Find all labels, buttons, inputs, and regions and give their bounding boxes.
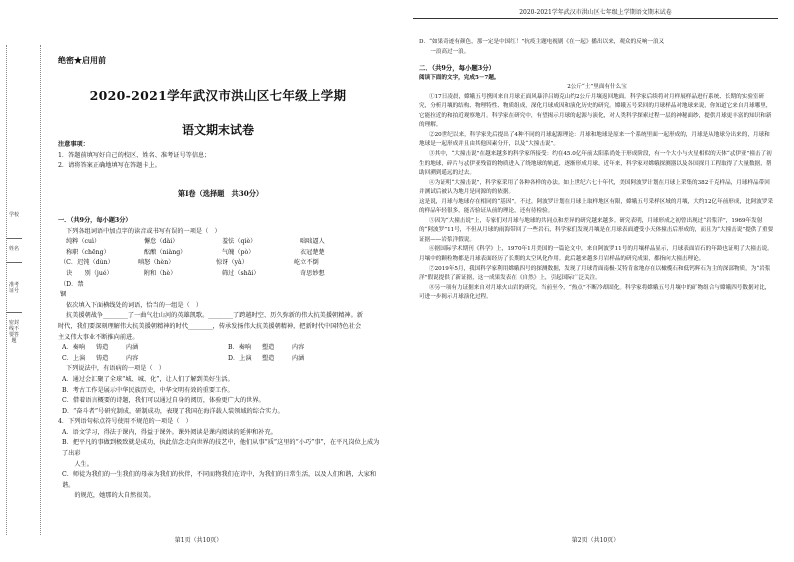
q1-b-word: 称职（chēng） xyxy=(66,248,110,256)
q1-c-word: 屹立不倒 xyxy=(294,259,319,267)
section-one xyxy=(58,216,383,502)
article-paragraph: ⑤因为“大撞击说”上，专家们对月球与地球的共同点和差异的研究越来越多。研究表明，月球形成之初曾出现过“岩浆洋”，1969年发射的“阿波罗”11号，不但从月球的雨海带回了一些岩石，科学家们发现月壤是在月球表面遭受小天体撞击后形成的，而且为“大撞击说”提供了重要证据——岩浆洋假说。 xyxy=(419,217,774,243)
q1-b-word: 气魄（pò） xyxy=(222,248,255,256)
binding-gutter xyxy=(0,0,46,562)
q1-option-extra xyxy=(58,269,383,280)
q3-option-d: D．“奋斗者”号研究制成，研制成功，表现了我国在海洋载人装领域的综合实力。 xyxy=(62,407,284,415)
q2-option-a-w3: 内涵 xyxy=(126,344,139,352)
q4-stem: 4．下列语句标点符号使用不规范的一项是（ ） xyxy=(58,418,192,426)
q1-d-word: 奇思妙想 xyxy=(300,269,325,277)
q4-option-b: B．把平凡的事做到极致就是成功，执此信念走向世界的技艺中，他们从事“质”这里的“小巧”事”，在平凡岗位上成为了出彩 xyxy=(62,439,380,458)
q2-passage-line: 主义伟大事业不断推向前进。 xyxy=(58,333,139,341)
q2-options-row2 xyxy=(58,354,383,365)
q2-passage-line: 抗美援朝战争________了一曲气壮山河的英雄凯歌。________了跨越时空、历久弥新的伟大抗美援朝精神。新 xyxy=(66,312,363,320)
q2-option-b: B．奏响 xyxy=(228,344,252,352)
q1-option-c xyxy=(58,258,383,269)
article-paragraph: ⑧另一项有力证据来自对月球火山岩的研究。当前至今，“热点”不断冷却固化。科学家将嫦娥五号月壤中的矿物组合与嫦娥四号数据对比，可进一步揭示月球演化过程。 xyxy=(419,284,771,301)
notice-heading: 注意事项： xyxy=(58,141,89,148)
exam-title-sub: 语文期末试卷 xyxy=(181,123,254,137)
gutter-seal-note: 密封线不要答题 xyxy=(8,320,19,344)
part-two-title: 二．（共9分，每小题3分） xyxy=(419,64,495,73)
article-paragraph: ⑥据国际学术期刊《科学》上，1970年1月美国的一篇论文中，来自阿波罗11号的月壤样品显示，月球表面岩石的年龄也证明了大撞击说。月壤中的颗粒物都是月球表面经历了长期的太空风化作用。此后越来越多月岩样品的研究成果，都指向大撞击理论。 xyxy=(419,246,773,263)
dotted-seal-line xyxy=(40,45,42,535)
gutter-name-line xyxy=(6,262,22,263)
q2-option-c-w3: 内容 xyxy=(126,354,139,362)
header-rule xyxy=(413,18,778,19)
q4-option-a: A．语文学习，得法于课内，得益于课外。课外阅读是课内阅读的延伸和补充。 xyxy=(62,428,277,436)
q3-option-a: A．通过会汇聚了全球“城、城、化”，让人们了解到美好生活。 xyxy=(62,375,234,383)
q1-b-word: 酝酿（niàng） xyxy=(144,248,187,256)
article-paragraph: 这是说，月球与地球存在相同的“基因”。不过，阿波罗计划在月球上取样地区有限，嫦娥五号采样区域的月壤，大约12亿年前形成，比阿波罗采的样品年轻很多，能否验证从前的理论，还有待检验。 xyxy=(419,198,774,215)
q2-option-d-w2: 塑造 xyxy=(262,354,275,362)
q1-c-word: 惊讶（yà） xyxy=(216,259,248,267)
q1-option-d: （D．禁 xyxy=(60,280,84,288)
gutter-exam-no-label: 准考证号 xyxy=(8,282,19,294)
article-paragraph: ②20世纪以来，科学家先后提出了4种不同的月球起源理论：月球和地球是原来一个系统里面一起形成的，月球是从地球分出来的，月球和地球是一起形成并且由其他因素分开，以及“大撞击说”。 xyxy=(419,131,770,148)
article-paragraph: ①17日凌晨，嫦娥五号携回来自月球正面风暴洋吕姆克山约2公斤月壤返回地面。科学家后续将对月样展样品进行系统、长期的实验室研究，分析月壤的结构、物理特性、物质组成，深化月球成因和演化历史的研究。嫦娥五号采回的月球样品对地球来说，你知道它来自月球哪里，它能拉近的和拍近观察地月。科学家在研究中，有望揭示月球的起源与演化，对人类科学探索过程一层的神秘面纱，提供月球更丰富的知识和新的理解。 xyxy=(419,93,772,129)
q2-passage-line: 时代，我们要深刻理解伟大抗美援朝精神的时代________，传承发扬伟大抗美援朝精神，把新时代中国特色社会 xyxy=(58,322,362,330)
q1-c-word: （C．迟钝（dùn） xyxy=(60,259,114,267)
q1-a-word: 羞怯（qiè） xyxy=(222,238,257,246)
part-one-title: 一．（共9分，每小题3分） xyxy=(58,217,132,224)
q2-stem: 依次填入下面横线处的词语，恰当的一组是（ ） xyxy=(66,301,203,309)
article-title: 2公斤“土”里面有什么宝 xyxy=(567,84,627,91)
volume-title: 第Ⅰ卷（选择题 共30分） xyxy=(177,188,264,198)
q3-option-c: C．借着语言概要的诗题，我们可以通过自身的阅历，体验更广大的世界。 xyxy=(62,397,265,405)
q4-option-c-cont: 的规范，她那的大自然很美。 xyxy=(62,492,155,500)
q1-a-word: 纯粹（cuì） xyxy=(66,238,101,246)
q2-option-a: A．奏响 xyxy=(62,344,86,352)
q2-option-b-w2: 塑造 xyxy=(262,344,275,352)
q4-option-d-line2: 一浪高过一浪。 xyxy=(419,48,470,55)
q2-option-d: D．上演 xyxy=(228,354,252,362)
q4-option-b-cont: 人生。 xyxy=(62,460,93,468)
q2-option-d-w3: 内涵 xyxy=(292,354,305,362)
gutter-name-label: 姓名 xyxy=(8,246,19,252)
exam-title-main: 2020-2021学年武汉市洪山区七年级上学期 xyxy=(89,88,347,103)
q1-a-word: 懈怠（dài） xyxy=(144,238,179,246)
q1-d-word: 附和（hè） xyxy=(144,269,177,277)
q1-a-word: 咄咄逼人 xyxy=(300,238,325,246)
q3-option-b: B．考古工作是展示中华民族历史，中华文明有效的重要工作。 xyxy=(62,386,234,394)
reading-instruction: 阅读下面的文字，完成5－7题。 xyxy=(419,74,500,81)
notice-item: 1．答题前填写好自己的校区、姓名、准考证号等信息； xyxy=(58,151,211,159)
article-paragraph: ④为证明“大撞击说”，科学家采用了各种各样的办法。如上世纪六七十年代，美国阿波罗计划在月球上采集的382千克样品，月球样品带回并测试后被认为地月是同源的的依据。 xyxy=(419,179,770,196)
q2-option-b-w3: 内容 xyxy=(292,344,305,352)
right-content xyxy=(419,38,775,303)
q1-option-b xyxy=(58,248,383,259)
article-paragraph: ⑦2019年5月，我国科学家利用嫦娥四号的探测数据，发现了月球背面南极-艾特肯盆地存在以橄榄石和低钙辉石为主的深部物质，为“岩浆洋”假说提供了新证据，这一成果发表在《自然》上，引起国际广泛关注。 xyxy=(419,265,771,282)
q3-stem: 下列说法中，有语病的一项是（ ） xyxy=(66,365,165,373)
q1-c-word: 嗔怒（hèn） xyxy=(138,259,175,267)
q2-option-a-w2: 铸造 xyxy=(96,344,109,352)
gutter-school-line xyxy=(6,238,22,239)
q1-option-a xyxy=(58,237,383,248)
q2-option-c-w2: 铸造 xyxy=(96,354,109,362)
notice-item: 2．请将答案正确地填写在答题卡上。 xyxy=(58,162,161,170)
page-footer-right: 第2页（共10页） xyxy=(571,537,620,544)
notice-block xyxy=(58,140,383,199)
q4-option-d-line1: D．“如果奇迹有颜色，那一定是中国红！”抗疫主题电视剧《在一起》播出以来，观众的反响一浪又 xyxy=(419,39,665,45)
exam-page-right xyxy=(397,0,794,562)
gutter-school-label: 学校 xyxy=(8,212,19,218)
q1-stem: 下列各组词语中加点字的读音或书写有误的一项是（ ） xyxy=(66,227,221,235)
page-footer-left: 第1页（共10页） xyxy=(174,537,223,544)
q1-d-word: 诀 别（jué） xyxy=(66,269,113,277)
q2-options-row1 xyxy=(58,343,383,354)
article-paragraph: ③其中，“大撞击说”在越来越多的科学家所接受：约在45.0亿年前太阳系尚处于形成阶段，有一个大小与火星相似的天体“忒伊亚”撞击了初生的地球，碎片与忒伊亚残留的物质进入了绕地球的轨道，逐渐形成月球。近年来，科学家对嫦娥探测器以及各国探月工程取得了大量数据，帮助回溯到遥远的过去。 xyxy=(419,151,772,177)
running-header: 2020-2021学年武汉市洪山区七年级上学期语文期末试卷 xyxy=(519,9,672,16)
q1-d-word: 筛过（shāi） xyxy=(222,269,260,277)
gutter-exam-no-line xyxy=(6,312,22,313)
q1-b-word: 衣冠楚楚 xyxy=(300,248,325,256)
q1-option-d-cont: 锢 xyxy=(60,291,67,299)
q4-option-c: C．师徒为我们的一生我们的母亲为我们的伙伴，不同而物我们在诗中，为我们的日常生活，以及人们和谐，大家和谐。 xyxy=(62,471,377,489)
confidential-mark: 绝密★启用前 xyxy=(58,55,106,65)
q2-option-c: C．上演 xyxy=(62,354,86,362)
